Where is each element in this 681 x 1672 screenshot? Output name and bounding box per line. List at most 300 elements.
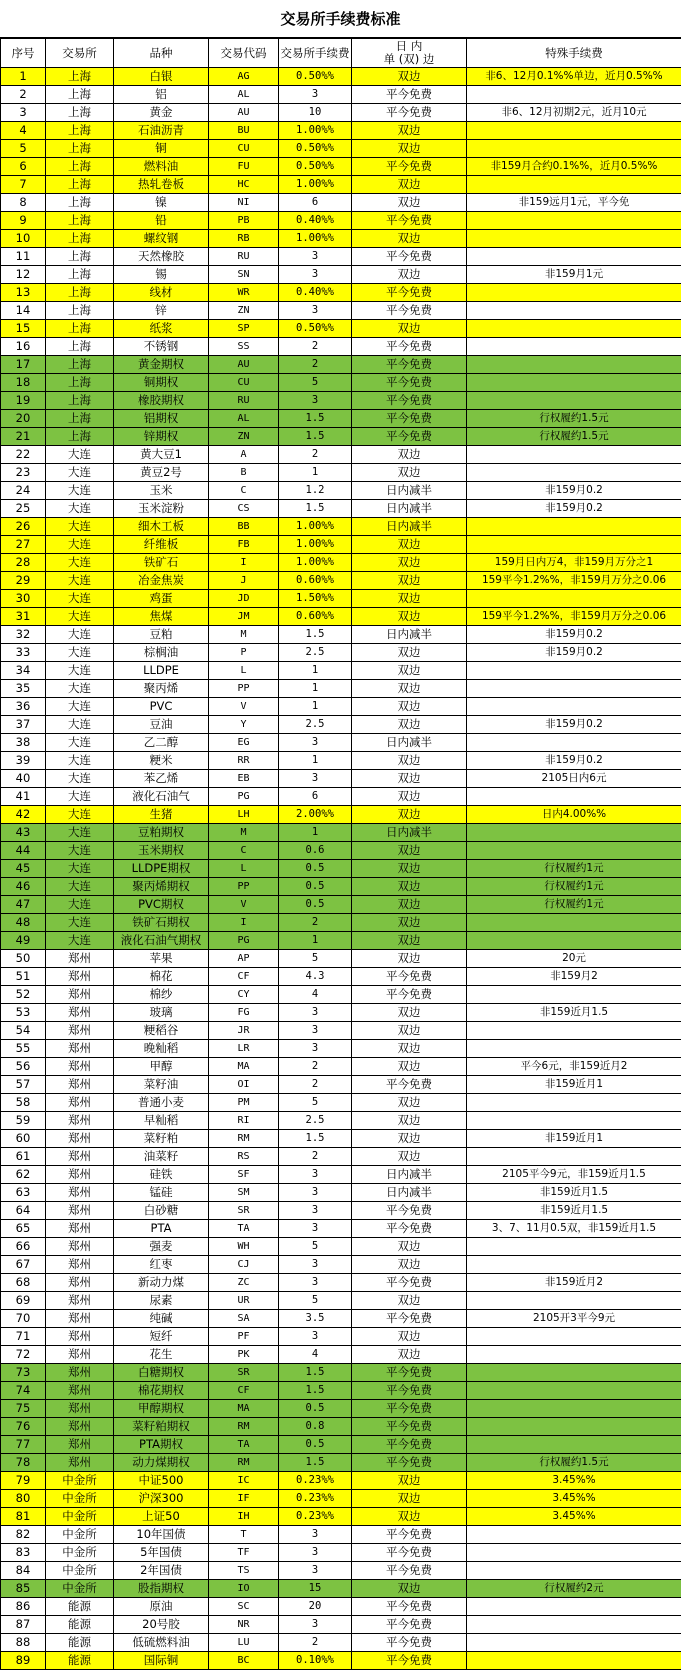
cell-special	[467, 248, 681, 266]
cell-exchange: 上海	[46, 338, 114, 356]
cell-fee: 15	[279, 1580, 352, 1598]
cell-code: SR	[209, 1364, 279, 1382]
cell-code: LH	[209, 806, 279, 824]
cell-fee: 3	[279, 1256, 352, 1274]
cell-variety: 豆油	[114, 716, 209, 734]
cell-code: RR	[209, 752, 279, 770]
cell-fee: 4	[279, 986, 352, 1004]
cell-code: WR	[209, 284, 279, 302]
cell-code: WH	[209, 1238, 279, 1256]
cell-exchange: 郑州	[46, 1166, 114, 1184]
cell-exchange: 郑州	[46, 1454, 114, 1472]
cell-intraday: 双边	[352, 1346, 467, 1364]
cell-seq: 14	[1, 302, 46, 320]
cell-fee: 0.23%%	[279, 1490, 352, 1508]
cell-special	[467, 590, 681, 608]
cell-exchange: 郑州	[46, 1184, 114, 1202]
cell-code: MA	[209, 1058, 279, 1076]
cell-seq: 86	[1, 1598, 46, 1616]
cell-code: RU	[209, 392, 279, 410]
cell-special: 非159近月1.5	[467, 1202, 681, 1220]
cell-exchange: 大连	[46, 554, 114, 572]
cell-intraday: 双边	[352, 1490, 467, 1508]
cell-special	[467, 284, 681, 302]
cell-variety: 线材	[114, 284, 209, 302]
cell-variety: 花生	[114, 1346, 209, 1364]
cell-seq: 26	[1, 518, 46, 536]
cell-intraday: 日内减半	[352, 500, 467, 518]
cell-seq: 54	[1, 1022, 46, 1040]
cell-code: BU	[209, 122, 279, 140]
cell-special	[467, 446, 681, 464]
cell-seq: 72	[1, 1346, 46, 1364]
cell-special: 行权履约1.5元	[467, 1454, 681, 1472]
cell-intraday: 双边	[352, 1112, 467, 1130]
cell-seq: 43	[1, 824, 46, 842]
cell-fee: 5	[279, 1292, 352, 1310]
cell-exchange: 郑州	[46, 1058, 114, 1076]
cell-variety: 热轧卷板	[114, 176, 209, 194]
cell-special	[467, 680, 681, 698]
cell-intraday: 平今免费	[352, 1526, 467, 1544]
cell-fee: 5	[279, 1238, 352, 1256]
cell-code: CY	[209, 986, 279, 1004]
table-row	[1, 284, 681, 302]
cell-exchange: 能源	[46, 1634, 114, 1652]
cell-fee: 0.50%%	[279, 320, 352, 338]
cell-special	[467, 662, 681, 680]
table-row	[1, 1544, 681, 1562]
table-row	[1, 374, 681, 392]
cell-fee: 3	[279, 1004, 352, 1022]
cell-fee: 1.5	[279, 500, 352, 518]
cell-intraday: 日内减半	[352, 1184, 467, 1202]
cell-fee: 0.5	[279, 1436, 352, 1454]
cell-fee: 1.5	[279, 410, 352, 428]
cell-variety: 黄豆2号	[114, 464, 209, 482]
cell-seq: 59	[1, 1112, 46, 1130]
cell-exchange: 大连	[46, 698, 114, 716]
cell-variety: 螺纹钢	[114, 230, 209, 248]
cell-variety: 玉米淀粉	[114, 500, 209, 518]
cell-seq: 47	[1, 896, 46, 914]
cell-intraday: 双边	[352, 446, 467, 464]
cell-variety: 锰硅	[114, 1184, 209, 1202]
cell-intraday: 平今免费	[352, 986, 467, 1004]
cell-exchange: 大连	[46, 932, 114, 950]
cell-seq: 89	[1, 1652, 46, 1670]
cell-seq: 55	[1, 1040, 46, 1058]
table-row	[1, 860, 681, 878]
cell-code: C	[209, 842, 279, 860]
cell-code: EB	[209, 770, 279, 788]
header-intraday	[352, 39, 467, 68]
cell-intraday: 双边	[352, 950, 467, 968]
cell-special: 非159近月1	[467, 1130, 681, 1148]
cell-seq: 75	[1, 1400, 46, 1418]
cell-intraday: 双边	[352, 1328, 467, 1346]
cell-seq: 31	[1, 608, 46, 626]
cell-variety: 橡胶期权	[114, 392, 209, 410]
cell-variety: 20号胶	[114, 1616, 209, 1634]
cell-code: JD	[209, 590, 279, 608]
cell-special: 3.45%%	[467, 1508, 681, 1526]
cell-exchange: 中金所	[46, 1472, 114, 1490]
table-row	[1, 1418, 681, 1436]
cell-seq: 40	[1, 770, 46, 788]
table-row	[1, 248, 681, 266]
cell-special	[467, 1652, 681, 1670]
cell-code: C	[209, 482, 279, 500]
cell-exchange: 郑州	[46, 1274, 114, 1292]
header-fee: 交易所手续费	[279, 39, 352, 68]
table-row	[1, 320, 681, 338]
cell-intraday: 平今免费	[352, 338, 467, 356]
cell-special	[467, 734, 681, 752]
table-row	[1, 338, 681, 356]
cell-variety: PTA	[114, 1220, 209, 1238]
cell-intraday: 平今免费	[352, 284, 467, 302]
cell-fee: 3	[279, 734, 352, 752]
table-row	[1, 788, 681, 806]
cell-exchange: 郑州	[46, 1220, 114, 1238]
cell-seq: 6	[1, 158, 46, 176]
cell-seq: 32	[1, 626, 46, 644]
cell-variety: 液化石油气	[114, 788, 209, 806]
cell-special: 非159月0.2	[467, 752, 681, 770]
cell-code: PG	[209, 788, 279, 806]
cell-fee: 0.5	[279, 896, 352, 914]
cell-seq: 18	[1, 374, 46, 392]
cell-special	[467, 1328, 681, 1346]
cell-code: FB	[209, 536, 279, 554]
cell-code: B	[209, 464, 279, 482]
cell-fee: 1.00%%	[279, 122, 352, 140]
cell-fee: 3	[279, 1526, 352, 1544]
cell-intraday: 双边	[352, 266, 467, 284]
cell-intraday: 平今免费	[352, 1652, 467, 1670]
cell-exchange: 大连	[46, 914, 114, 932]
cell-exchange: 中金所	[46, 1526, 114, 1544]
cell-code: ZN	[209, 302, 279, 320]
cell-variety: 新动力煤	[114, 1274, 209, 1292]
cell-code: MA	[209, 1400, 279, 1418]
cell-special: 非159近月1	[467, 1076, 681, 1094]
cell-variety: 细木工板	[114, 518, 209, 536]
cell-seq: 62	[1, 1166, 46, 1184]
cell-exchange: 大连	[46, 446, 114, 464]
cell-seq: 1	[1, 68, 46, 86]
cell-intraday: 平今免费	[352, 1418, 467, 1436]
cell-variety: 纸浆	[114, 320, 209, 338]
table-row	[1, 914, 681, 932]
header-intraday-line1: 日 内	[395, 39, 423, 53]
table-row	[1, 1454, 681, 1472]
cell-code: CJ	[209, 1256, 279, 1274]
cell-intraday: 双边	[352, 932, 467, 950]
cell-special: 非159远月1元，平今免	[467, 194, 681, 212]
cell-fee: 0.60%%	[279, 608, 352, 626]
cell-exchange: 中金所	[46, 1544, 114, 1562]
cell-special: 行权履约1.5元	[467, 428, 681, 446]
cell-special: 3.45%%	[467, 1490, 681, 1508]
cell-intraday: 双边	[352, 1256, 467, 1274]
cell-intraday: 双边	[352, 1292, 467, 1310]
cell-intraday: 双边	[352, 770, 467, 788]
cell-special: 行权履约1元	[467, 860, 681, 878]
cell-seq: 74	[1, 1382, 46, 1400]
cell-special: 非159月0.2	[467, 626, 681, 644]
cell-code: SN	[209, 266, 279, 284]
cell-special: 日内4.00%%	[467, 806, 681, 824]
table-row	[1, 410, 681, 428]
cell-fee: 2	[279, 1058, 352, 1076]
cell-seq: 3	[1, 104, 46, 122]
cell-variety: 短纤	[114, 1328, 209, 1346]
table-row	[1, 662, 681, 680]
cell-special	[467, 1112, 681, 1130]
cell-code: ZC	[209, 1274, 279, 1292]
cell-seq: 78	[1, 1454, 46, 1472]
cell-fee: 6	[279, 788, 352, 806]
cell-fee: 0.40%%	[279, 212, 352, 230]
cell-variety: 菜籽粕	[114, 1130, 209, 1148]
cell-exchange: 大连	[46, 536, 114, 554]
cell-special	[467, 212, 681, 230]
cell-variety: 不锈钢	[114, 338, 209, 356]
cell-exchange: 郑州	[46, 950, 114, 968]
cell-variety: 焦煤	[114, 608, 209, 626]
cell-seq: 73	[1, 1364, 46, 1382]
cell-fee: 5	[279, 374, 352, 392]
cell-exchange: 郑州	[46, 1364, 114, 1382]
cell-special	[467, 788, 681, 806]
table-row	[1, 464, 681, 482]
cell-exchange: 能源	[46, 1598, 114, 1616]
cell-seq: 22	[1, 446, 46, 464]
table-row	[1, 1400, 681, 1418]
cell-special: 非159近月1.5	[467, 1184, 681, 1202]
cell-intraday: 平今免费	[352, 1436, 467, 1454]
cell-special	[467, 842, 681, 860]
cell-seq: 80	[1, 1490, 46, 1508]
cell-special	[467, 1400, 681, 1418]
cell-fee: 2.5	[279, 644, 352, 662]
cell-seq: 49	[1, 932, 46, 950]
cell-variety: 锡	[114, 266, 209, 284]
table-row	[1, 1310, 681, 1328]
cell-exchange: 郑州	[46, 1112, 114, 1130]
header-intraday-line2: 单 (双) 边	[383, 52, 435, 66]
cell-special: 非159近月1.5	[467, 1004, 681, 1022]
cell-code: IC	[209, 1472, 279, 1490]
cell-special	[467, 518, 681, 536]
cell-code: I	[209, 914, 279, 932]
table-row	[1, 1256, 681, 1274]
header-variety: 品种	[114, 39, 209, 68]
cell-exchange: 大连	[46, 518, 114, 536]
cell-fee: 2	[279, 338, 352, 356]
cell-code: UR	[209, 1292, 279, 1310]
cell-seq: 66	[1, 1238, 46, 1256]
cell-code: FG	[209, 1004, 279, 1022]
cell-intraday: 双边	[352, 1508, 467, 1526]
cell-exchange: 郑州	[46, 1418, 114, 1436]
table-row	[1, 770, 681, 788]
cell-intraday: 平今免费	[352, 104, 467, 122]
cell-intraday: 双边	[352, 716, 467, 734]
cell-variety: 5年国债	[114, 1544, 209, 1562]
cell-fee: 1.2	[279, 482, 352, 500]
cell-exchange: 郑州	[46, 1094, 114, 1112]
table-row	[1, 1364, 681, 1382]
cell-fee: 2	[279, 1148, 352, 1166]
table-row	[1, 932, 681, 950]
cell-code: EG	[209, 734, 279, 752]
cell-code: PP	[209, 878, 279, 896]
cell-exchange: 上海	[46, 284, 114, 302]
cell-fee: 2.5	[279, 716, 352, 734]
cell-variety: 豆粕期权	[114, 824, 209, 842]
cell-fee: 0.8	[279, 1418, 352, 1436]
cell-seq: 63	[1, 1184, 46, 1202]
cell-intraday: 日内减半	[352, 518, 467, 536]
cell-code: I	[209, 554, 279, 572]
cell-seq: 7	[1, 176, 46, 194]
cell-seq: 60	[1, 1130, 46, 1148]
table-row	[1, 212, 681, 230]
cell-exchange: 大连	[46, 806, 114, 824]
cell-intraday: 双边	[352, 914, 467, 932]
table-row	[1, 716, 681, 734]
cell-seq: 42	[1, 806, 46, 824]
table-row	[1, 140, 681, 158]
cell-special	[467, 1634, 681, 1652]
cell-intraday: 平今免费	[352, 374, 467, 392]
cell-intraday: 双边	[352, 644, 467, 662]
table-row	[1, 1472, 681, 1490]
cell-code: M	[209, 824, 279, 842]
cell-seq: 13	[1, 284, 46, 302]
cell-intraday: 平今免费	[352, 968, 467, 986]
cell-code: JR	[209, 1022, 279, 1040]
cell-seq: 71	[1, 1328, 46, 1346]
cell-code: LU	[209, 1634, 279, 1652]
cell-fee: 3.5	[279, 1310, 352, 1328]
table-row	[1, 1616, 681, 1634]
cell-variety: 硅铁	[114, 1166, 209, 1184]
cell-code: CU	[209, 140, 279, 158]
cell-variety: 棉纱	[114, 986, 209, 1004]
table-row	[1, 1634, 681, 1652]
cell-variety: 镍	[114, 194, 209, 212]
cell-intraday: 双边	[352, 788, 467, 806]
cell-intraday: 日内减半	[352, 734, 467, 752]
cell-code: TS	[209, 1562, 279, 1580]
cell-variety: 动力煤期权	[114, 1454, 209, 1472]
cell-code: AL	[209, 410, 279, 428]
cell-variety: 红枣	[114, 1256, 209, 1274]
cell-exchange: 大连	[46, 482, 114, 500]
cell-seq: 17	[1, 356, 46, 374]
cell-special: 3、7、11月0.5双，非159近月1.5	[467, 1220, 681, 1238]
table-row	[1, 176, 681, 194]
cell-fee: 1.00%%	[279, 230, 352, 248]
table-row	[1, 950, 681, 968]
cell-intraday: 双边	[352, 1472, 467, 1490]
cell-code: CF	[209, 968, 279, 986]
cell-seq: 11	[1, 248, 46, 266]
cell-exchange: 郑州	[46, 1400, 114, 1418]
cell-fee: 4	[279, 1346, 352, 1364]
cell-fee: 1.00%%	[279, 176, 352, 194]
table-row	[1, 1652, 681, 1670]
cell-code: RU	[209, 248, 279, 266]
table-row	[1, 644, 681, 662]
table-row	[1, 1202, 681, 1220]
cell-variety: 黄金期权	[114, 356, 209, 374]
cell-fee: 0.5	[279, 1400, 352, 1418]
cell-code: L	[209, 860, 279, 878]
cell-fee: 1.00%%	[279, 554, 352, 572]
cell-fee: 1	[279, 464, 352, 482]
cell-variety: 玉米	[114, 482, 209, 500]
cell-code: RI	[209, 1112, 279, 1130]
cell-intraday: 双边	[352, 230, 467, 248]
cell-exchange: 上海	[46, 320, 114, 338]
cell-exchange: 上海	[46, 248, 114, 266]
cell-code: CF	[209, 1382, 279, 1400]
cell-intraday: 双边	[352, 320, 467, 338]
cell-exchange: 大连	[46, 572, 114, 590]
cell-fee: 1.5	[279, 428, 352, 446]
cell-intraday: 双边	[352, 1580, 467, 1598]
cell-special: 非159月0.2	[467, 500, 681, 518]
cell-code: NI	[209, 194, 279, 212]
cell-special	[467, 1094, 681, 1112]
cell-exchange: 上海	[46, 392, 114, 410]
cell-exchange: 郑州	[46, 1148, 114, 1166]
table-row	[1, 1436, 681, 1454]
table-row	[1, 1058, 681, 1076]
cell-special	[467, 914, 681, 932]
table-row	[1, 1148, 681, 1166]
cell-fee: 1	[279, 752, 352, 770]
table-row	[1, 122, 681, 140]
cell-code: SF	[209, 1166, 279, 1184]
cell-variety: 白砂糖	[114, 1202, 209, 1220]
cell-exchange: 上海	[46, 194, 114, 212]
cell-intraday: 平今免费	[352, 1310, 467, 1328]
cell-seq: 82	[1, 1526, 46, 1544]
cell-special	[467, 1040, 681, 1058]
cell-exchange: 大连	[46, 842, 114, 860]
cell-exchange: 上海	[46, 356, 114, 374]
cell-intraday: 日内减半	[352, 626, 467, 644]
cell-intraday: 平今免费	[352, 1076, 467, 1094]
table-row	[1, 158, 681, 176]
cell-variety: 玻璃	[114, 1004, 209, 1022]
cell-seq: 15	[1, 320, 46, 338]
cell-exchange: 郑州	[46, 1328, 114, 1346]
table-row	[1, 356, 681, 374]
cell-variety: 天然橡胶	[114, 248, 209, 266]
cell-seq: 37	[1, 716, 46, 734]
cell-fee: 0.50%%	[279, 68, 352, 86]
cell-special	[467, 302, 681, 320]
cell-variety: 聚丙烯期权	[114, 878, 209, 896]
cell-variety: 晚籼稻	[114, 1040, 209, 1058]
